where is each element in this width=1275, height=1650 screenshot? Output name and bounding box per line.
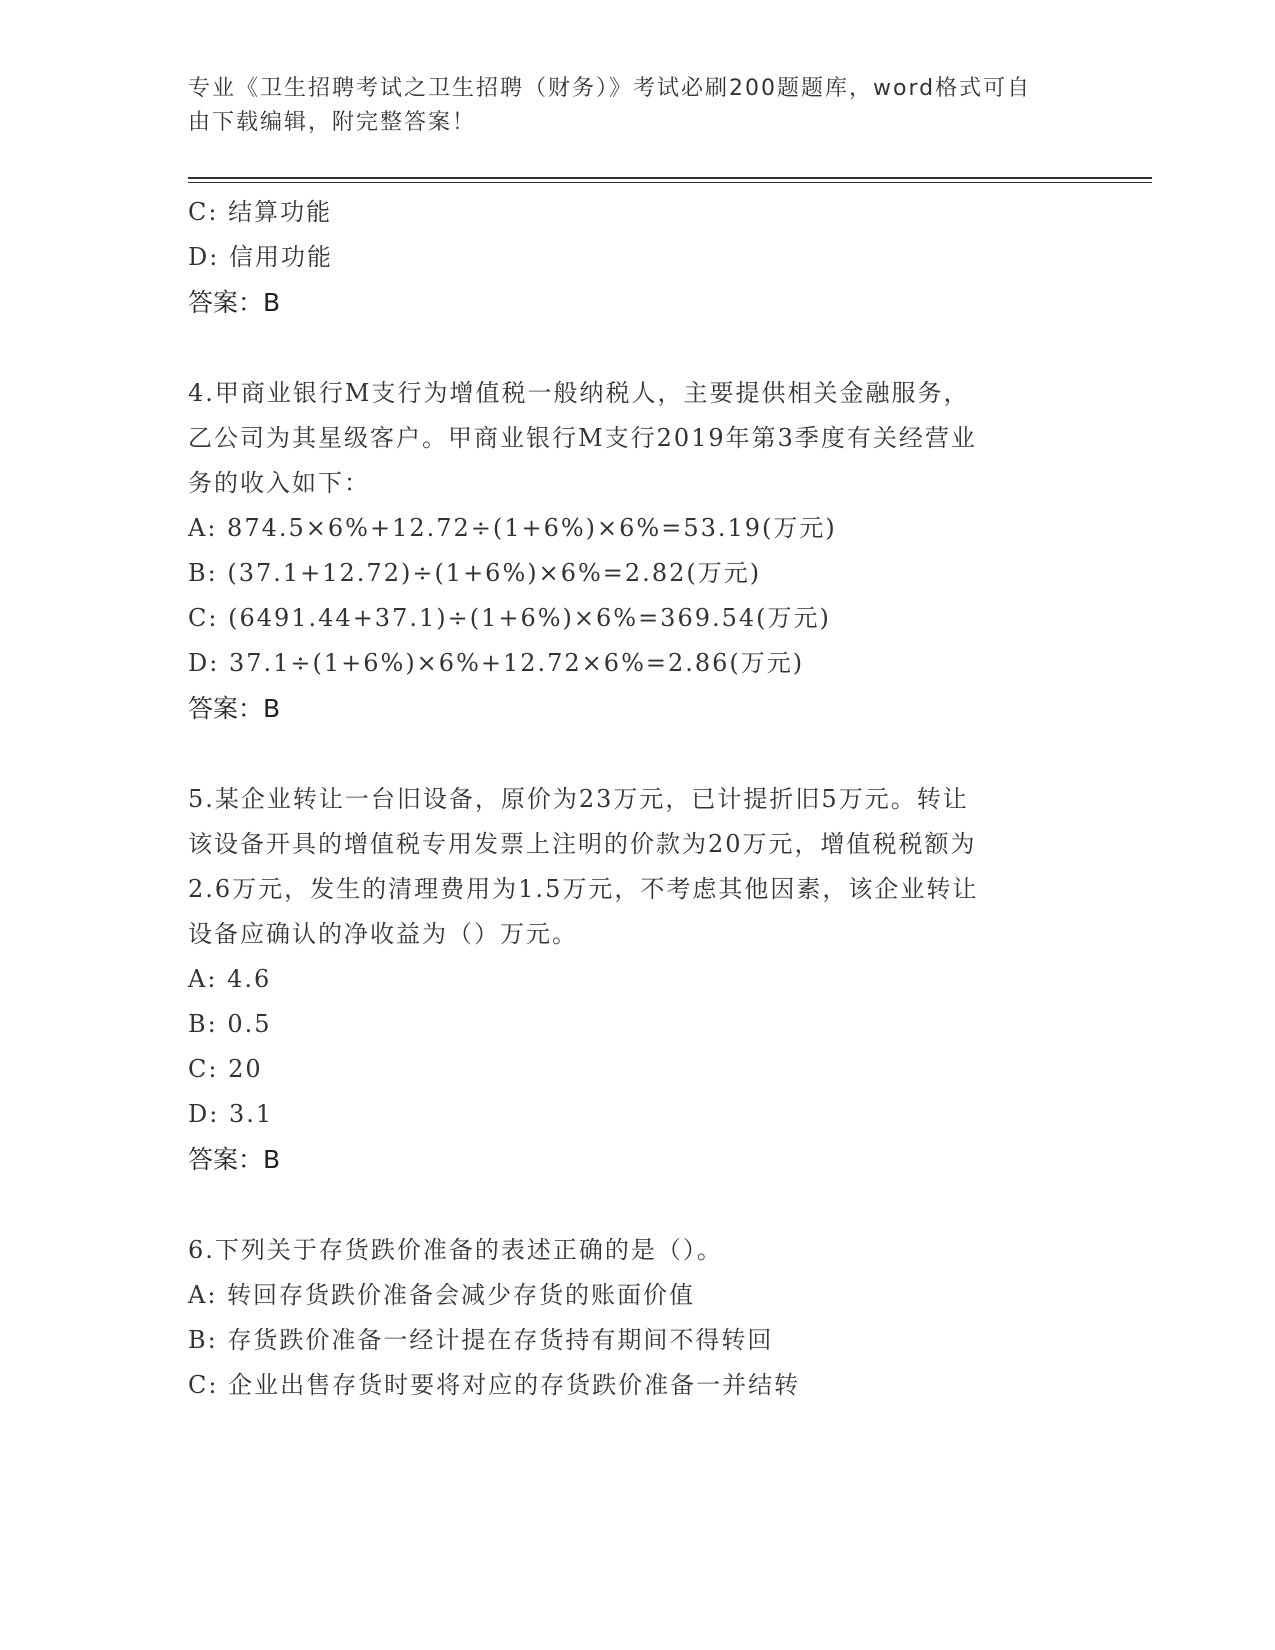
q4-stem-line-2: 乙公司为其星级客户。甲商业银行M支行2019年第3季度有关经营业 bbox=[188, 424, 977, 452]
spacer bbox=[188, 1182, 1088, 1228]
q5-answer: 答案：B bbox=[188, 1145, 281, 1174]
question-6 bbox=[188, 1228, 1088, 1408]
spacer bbox=[188, 731, 1088, 777]
q5-stem-line-4: 设备应确认的净收益为（）万元。 bbox=[188, 920, 578, 948]
q4-option-a: A: 874.5×6%+12.72÷(1+6%)×6%=53.19(万元) bbox=[188, 514, 837, 542]
q4-stem-line-1: 4.甲商业银行M支行为增值税一般纳税人，主要提供相关金融服务， bbox=[188, 379, 970, 407]
q6-option-a: A: 转回存货跌价准备会减少存货的账面价值 bbox=[188, 1281, 696, 1309]
q4-stem-line-3: 务的收入如下： bbox=[188, 469, 370, 497]
q4-option-c: C: (6491.44+37.1)÷(1+6%)×6%=369.54(万元) bbox=[188, 604, 831, 632]
q5-option-b: B: 0.5 bbox=[188, 1010, 272, 1038]
question-4 bbox=[188, 371, 1088, 731]
q6-option-c: C: 企业出售存货时要将对应的存货跌价准备一并结转 bbox=[188, 1371, 801, 1399]
q3-option-d: D: 信用功能 bbox=[188, 243, 333, 271]
q5-option-d: D: 3.1 bbox=[188, 1100, 274, 1128]
q4-option-d: D: 37.1÷(1+6%)×6%+12.72×6%=2.86(万元) bbox=[188, 649, 805, 677]
header-rule-thin bbox=[188, 182, 1152, 183]
q5-stem-line-3: 2.6万元，发生的清理费用为1.5万元，不考虑其他因素，该企业转让 bbox=[188, 875, 979, 903]
header-line-1: 专业《卫生招聘考试之卫生招聘（财务）》考试必刷200题题库，word格式可自 bbox=[188, 76, 1032, 101]
q4-answer: 答案：B bbox=[188, 694, 281, 723]
q5-option-c: C: 20 bbox=[188, 1055, 263, 1083]
q3-option-c: C: 结算功能 bbox=[188, 198, 333, 226]
question-3 bbox=[188, 190, 1088, 325]
q5-stem-line-1: 5.某企业转让一台旧设备，原价为23万元，已计提折旧5万元。转让 bbox=[188, 785, 969, 813]
spacer bbox=[188, 325, 1088, 371]
question-list bbox=[188, 190, 1088, 1408]
q5-option-a: A: 4.6 bbox=[188, 965, 272, 993]
header-line-2: 由下载编辑，附完整答案！ bbox=[188, 110, 477, 135]
header-rule-thick bbox=[188, 177, 1152, 179]
question-5 bbox=[188, 777, 1088, 1182]
q6-option-b: B: 存货跌价准备一经计提在存货持有期间不得转回 bbox=[188, 1326, 774, 1354]
q3-answer: 答案：B bbox=[188, 288, 281, 317]
q5-stem-line-2: 该设备开具的增值税专用发票上注明的价款为20万元，增值税税额为 bbox=[188, 830, 977, 858]
q6-stem-line-1: 6.下列关于存货跌价准备的表述正确的是（）。 bbox=[188, 1236, 723, 1264]
document-header bbox=[188, 72, 1068, 140]
q4-option-b: B: (37.1+12.72)÷(1+6%)×6%=2.82(万元) bbox=[188, 559, 762, 587]
